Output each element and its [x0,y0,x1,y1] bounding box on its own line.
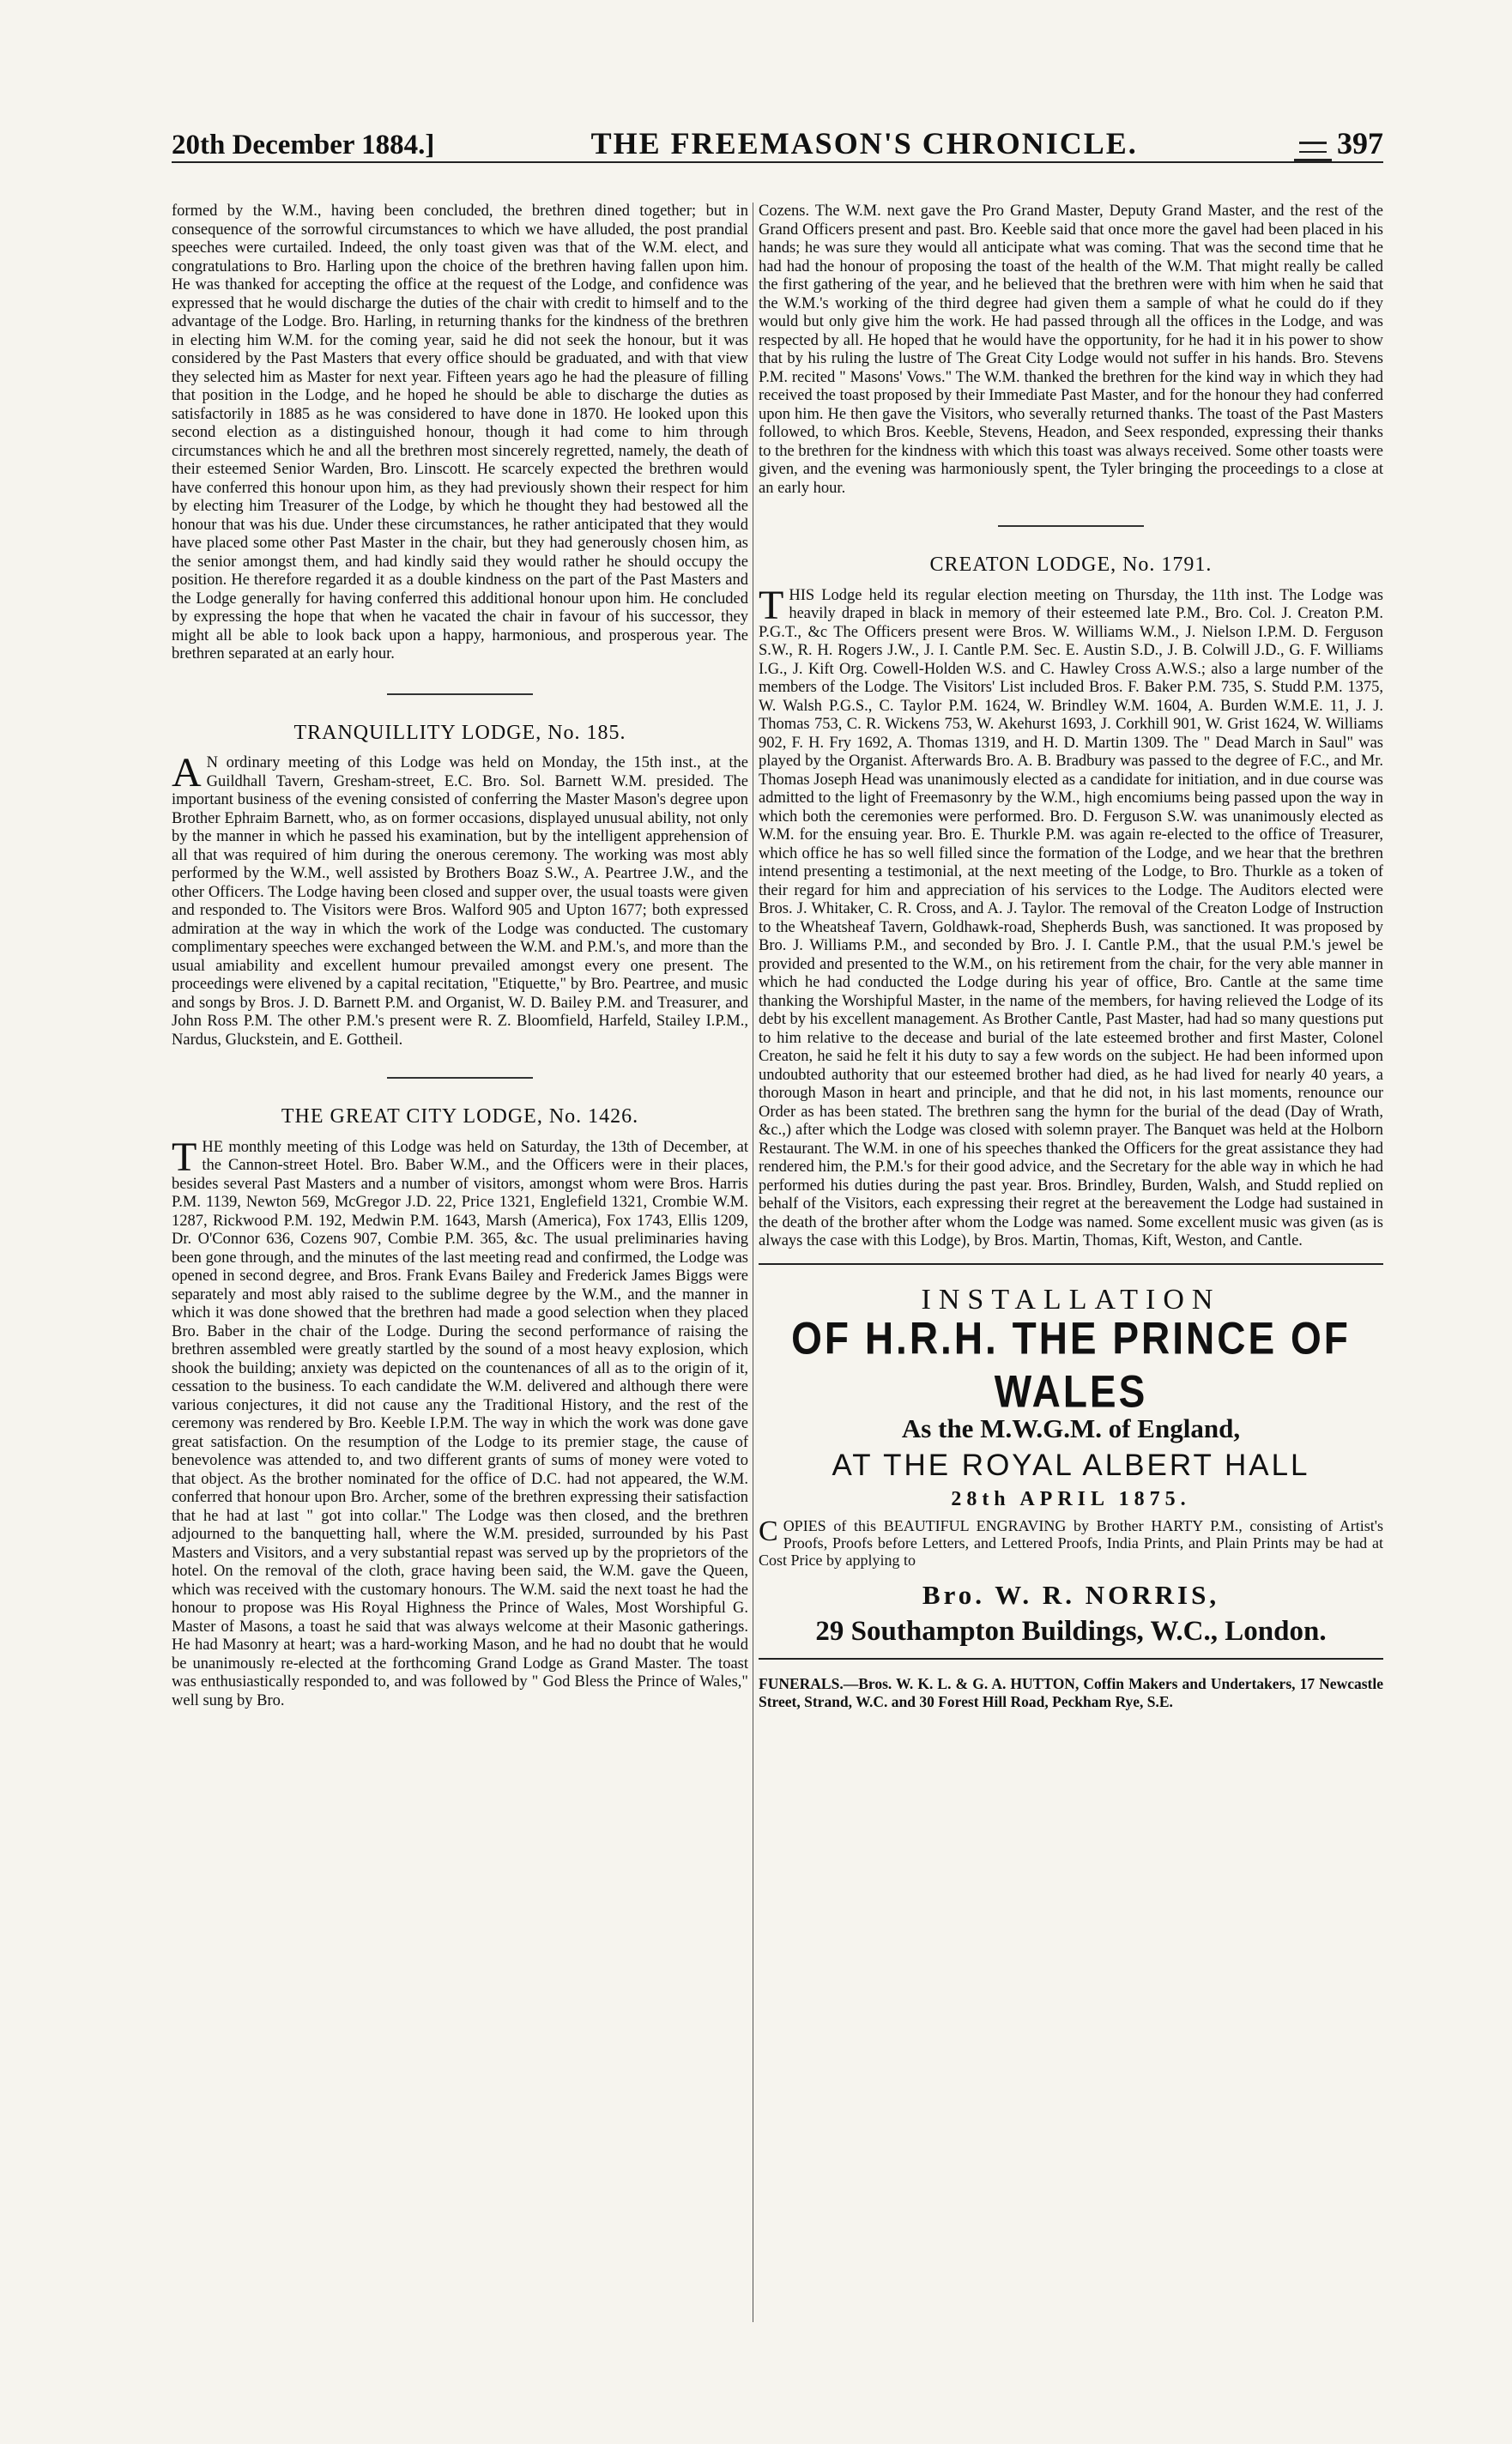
issue-date: 20th December 1884.] [172,130,435,160]
funerals-notice: FUNERALS.—Bros. W. K. L. & G. A. HUTTON, Coffin Makers and Undertakers, 17 Newcastle Street, Strand, W.C. and 30 Forest Hill Road, Peckham Rye, S.E. [759,1674,1383,1710]
page-number-value: 397 [1337,126,1383,160]
masonic-emblem-icon [1294,136,1332,161]
drop-cap: A [172,750,202,796]
left-column [172,203,748,1710]
drop-cap: T [172,1134,197,1180]
tranquillity-text: N ordinary meeting of this Lodge was held on Monday, the 15th inst., at the Guildhall Tavern, Gresham-street, E.C. Bro. Sol. Barnett W.M. presided. The important business of the evening consisted of conferring the Master Mason's degree upon Brother Ephraim Barnett, who, as on former occasions, displayed unusual ability, not only by the manner in which he passed his examination, but by the intelligent apprehension of all that was required of him during the onerous ceremony. The working was most ably performed by the W.M., well assisted by Brothers Boaz S.W., A. Peartree J.W., and the other Officers. The Lodge having been closed and supper over, the usual toasts were given and responded to. The Visitors were Bros. Walford 905 and Upton 1677; both expressed admiration at the way in which the work of the Lodge was conducted. The customary complimentary speeches were exchanged between the W.M. and P.M.'s, and more than the usual amiability and excellent humour prevailed amongst every one present. The proceedings were elivened by a capital recitation, "Etiquette," by Bro. Peartree, and music and songs by Bros. J. D. Barnett P.M. and Organist, W. D. Bailey P.M. and Treasurer, and John Ross P.M. The other P.M.'s present were R. Z. Bloomfield, Harfeld, Stailey I.P.M., Nardus, Gluckstein, and E. Gottheil. [172,754,748,1049]
ad-line-mwgm: As the M.W.G.M. of England, [901,1413,1241,1443]
ad-line-venue: AT THE ROYAL ALBERT HALL [832,1448,1310,1482]
ad-body [759,1517,1383,1569]
ad-contact-address: 29 Southampton Buildings, W.C., London. [815,1615,1327,1647]
ad-body-text: OPIES of this BEAUTIFUL ENGRAVING by Brother HARTY P.M., consisting of Artist's Proofs, Proofs before Letters, and Lettered Proofs, India Prints, and Plain Prints may be had at Cost Price by applying to [759,1516,1383,1569]
great-city-heading: THE GREAT CITY LODGE, No. 1426. [281,1105,639,1128]
drop-cap: T [759,582,784,628]
article-continuation: Cozens. The W.M. next gave the Pro Grand Master, Deputy Grand Master, and the rest of the Grand Officers present and past. Bro. Keeble said that once more the gavel had been placed in his hands; he was sure they would all anticipate what was coming. That was the second time that he had had the honour of proposing the toast of the health of the W.M. That might really be called the first gathering of the year, and he believed that the brethren were with him when he said that the W.M.'s working of the third degree had given them a sample of what he could do if they would but only give him the work. He had passed through all the offices in the Lodge, and was respected by all. He hoped that he would have the opportunity, for he had it in his power to show that by his ruling the lustre of The Great City Lodge would not suffer in his hands. Bro. Stevens P.M. recited " Masons' Vows." The W.M. thanked the brethren for the kind way in which they had received the toast proposed by their Immediate Past Master, and for the honour they had conferred upon him. He then gave the Visitors, who severally returned thanks. The toast of the Past Masters followed, to which Bros. Keeble, Stevens, Headon, and Seex responded, expressing their thanks to the brethren for the kindness with which this toast was always received. Some other toasts were given, and the evening was harmoniously spent, the Tyler bringing the proceedings to a close at an early hour. [759,203,1383,497]
drop-cap: C [759,1515,778,1547]
great-city-article [172,1134,748,1711]
masthead [172,110,1383,163]
tranquillity-article [172,750,748,1050]
ad-contact-name: Bro. W. R. NORRIS, [922,1579,1220,1610]
creaton-text: HIS Lodge held its regular election meeting on Thursday, the 11th inst. The Lodge was heavily draped in black in memory of their esteemed late P.M., Bro. Col. J. Creaton P.M. P.G.T., &c The Officers present were Bros. W. Williams W.M., J. Nielson I.P.M. D. Ferguson S.W., R. H. Rogers J.W., J. I. Cantle P.M. Sec. E. Austin S.D., J. B. Colwill J.D., G. F. Williams I.G., J. Kift Org. Cowell-Holden W.S. and C. Hawley Cross A.W.S.; also a large number of the members of the Lodge. The Visitors' List included Bros. F. Baker P.M. 735, S. Studd P.M. 1375, W. Walsh P.G.S., C. Taylor P.M. 1624, W. Brindley W.M. 1604, A. Burden W.M.E. 11, J. J. Thomas 753, C. R. Wickens 753, W. Akehurst 1693, J. Corkhill 901, W. Grist 1624, W. Williams 902, F. H. Fry 1692, A. Thomas 1319, and H. D. Martin 1309. The " Dead March in Saul" was played by the Organist. Afterwards Bro. A. B. Bradbury was passed to the degree of F.C., and Mr. Thomas Joseph Head was unanimously elected as a candidate for initiation, and in due course was admitted to the light of Freemasonry by the W.M., high encomiums being passed upon the way in which both the ceremonies were performed. Bro. D. Ferguson S.W. was unanimously elected as W.M. for the ensuing year. Bro. E. Thurkle P.M. was again re-elected to the office of Treasurer, which office he has so well filled since the formation of the Lodge, and we hear that the brethren intend presenting a testimonial, at the next meeting of the Lodge, to Bro. Thurkle as a token of their regard for him and appreciation of his services to the Lodge. The Auditors elected were Bros. J. Whitaker, C. R. Cross, and A. J. Taylor. The removal of the Creaton Lodge of Instruction to the Wheatsheaf Tavern, Goldhawk-road, Shepherds Bush, was sanctioned. It was proposed by Bro. J. Williams P.M., and seconded by Bro. J. I. Cantle P.M., that the usual P.M.'s jewel be provided and presented to the W.M., on his retirement from the chair, for the very able manner in which he had conducted the Lodge during his year of office, Bro. Cantle at the same time thanking the Worshipful Master, in the name of the members, for having relieved the Lodge of its debt by his excellent management. As Brother Cantle, Past Master, had had so many questions put to him relative to the decease and burial of the late esteemed brother and first Master, Colonel Creaton, he said he felt it his duty to say a few words on the subject. He had been informed upon undoubted authority that our esteemed brother had died, as he had lived for nearly 40 years, a thorough Mason in heart and principle, and that he did not, in his last moments, renounce our Order as has been stated. The brethren sang the hymn for the burial of the dead (Day of Wrath, &c.,) after which the Lodge was closed with solemn prayer. The Banquet was held at the Holborn Restaurant. The W.M. in one of his speeches thanked the Officers for the great assistance they had rendered him, the P.M.'s for their good advice, and the Secretary for the able way in which he had performed his duties during the past year. Bros. Brindley, Burden, Walsh, and Studd replied on behalf of the Visitors, each expressing their regret at the bereavement the Lodge had sustained in the death of the brother after whom the Lodge was named. Some excellent music was given (as is always the case with this Lodge), by Bros. Martin, Thomas, Kift, Weston, and Cantle. [759,586,1383,1249]
article-continuation: formed by the W.M., having been concluded, the brethren dined together; but in consequence of the sorrowful circumstances to which we have alluded, the post prandial speeches were curtailed. Indeed, the only toast given was that of the W.M. elect, and congratulations to Bro. Harling upon the choice of the brethren having fallen upon him. He was thanked for accepting the office at the request of the Lodge, and confidence was expressed that he would discharge the duties of the chair with credit to himself and to the advantage of the Lodge. Bro. Harling, in returning thanks for the kindness of the brethren in electing him W.M. for the coming year, said he did not seek the honour, but it was considered by the Past Masters that every office should be graduated, and with that view they selected him as Master for next year. Fifteen years ago he had the pleasure of filling that position in the Lodge, and he hoped he should be able to discharge the duties as satisfactorily in 1885 as he was considered to have done in 1870. He looked upon this second election as a distinguished honour, though it had come to him through circumstances which he and all the brethren most sincerely regretted, namely, the death of their esteemed Senior Warden, Bro. Linscott. He scarcely expected the brethren would have conferred this honour upon him, as they had previously shown their respect for him by electing him Treasurer of the Lodge, by which he thought they had bestowed all the honour that was his due. Under these circumstances, he rather anticipated that they would have placed some other Past Master in the chair, but they had generously chosen him, as the senior amongst them, and had kindly said they would rather he should occupy the position. He therefore regarded it as a double kindness on the part of the Past Masters and the Lodge generally for having conferred this additional honour upon him. He concluded by expressing the hope that when he vacated the chair in favour of his successor, they might all be able to look back upon a happy, harmonious, and prosperous year. The brethren separated at an early hour. [172,203,748,662]
page-number [1294,125,1383,161]
ad-line-prince: OF H.R.H. THE PRINCE OF WALES [791,1311,1351,1417]
publication-title: THE FREEMASON'S CHRONICLE. [590,126,1138,160]
ad-line-date: 28th APRIL 1875. [951,1487,1191,1510]
section-divider [759,1658,1383,1660]
ad-line-installation: INSTALLATION [921,1283,1221,1316]
tranquillity-heading: TRANQUILLITY LODGE, No. 185. [293,721,626,744]
great-city-text: HE monthly meeting of this Lodge was held on Saturday, the 13th of December, at the Cannon-street Hotel. Bro. Baber W.M., and the Officers were in their places, besides several Past Masters and a number of visitors, amongst whom were Bros. Harris P.M. 1139, Newton 569, McGregor J.D. 22, Price 1321, Englefield 1321, Crombie W.M. 1287, Rickwood P.M. 192, Medwin P.M. 1643, Marsh (America), Fox 1743, Ellis 1209, Dr. O'Connor 636, Cozens 907, Combie P.M. 365, &c. The usual preliminaries having been gone through, and the minutes of the last meeting read and confirmed, the Lodge was opened in second degree, and Bros. Frank Evans Bailey and Frederick James Biggs were separately and most ably raised to the sublime degree by the W.M., and the manner in which it was done showed that the brethren had made a good selection when they placed Bro. Baber in the chair of the Lodge. During the second performance of raising the brethren assembled were greatly startled by the sound of a most heavy explosion, which shook the building; anxiety was depicted on the countenances of all as to the origin of it, cessation to the business. To each candidate the W.M. delivered and although there were various conjectures, it did not cause any the Traditional History, and the rest of the ceremony was rendered by Bro. Keeble I.P.M. The way in which the work was done gave great satisfaction. On the resumption of the Lodge to its premier stage, the cause of benevolence was attended to, and two different grants of sums of money were voted to that object. As the brother nominated for the office of D.C. had not appeared, the W.M. conferred that honour upon Bro. Archer, some of the brethren expressing their satisfaction that he had at last " got into collar." The Lodge was then closed, and the brethren adjourned to the banquetting hall, where the W.M. presided, surrounded by his Past Masters and Visitors, and a very substantial repast was served up by the proprietors of the hotel. On the removal of the cloth, grace having been said, the W.M. gave the Queen, which was received with the customary honours. The W.M. said the next toast he had the honour to propose was His Royal Highness the Prince of Wales, Most Worshipful G. Master of Masons, a toast he said that was always welcome at their Masonic gatherings. He had Masonry at heart; was a hard-working Mason, and he had no doubt that he would be unanimously re-elected at the forthcoming Grand Lodge as Grand Master. The toast was enthusiastically responded to, and was followed by " God Bless the Prince of Wales," well sung by Bro. [172,1138,748,1709]
creaton-heading: CREATON LODGE, No. 1791. [929,554,1213,576]
right-column [759,203,1383,1711]
creaton-article [759,582,1383,1251]
section-divider [759,1263,1383,1265]
engraving-advertisement [759,1263,1383,1660]
